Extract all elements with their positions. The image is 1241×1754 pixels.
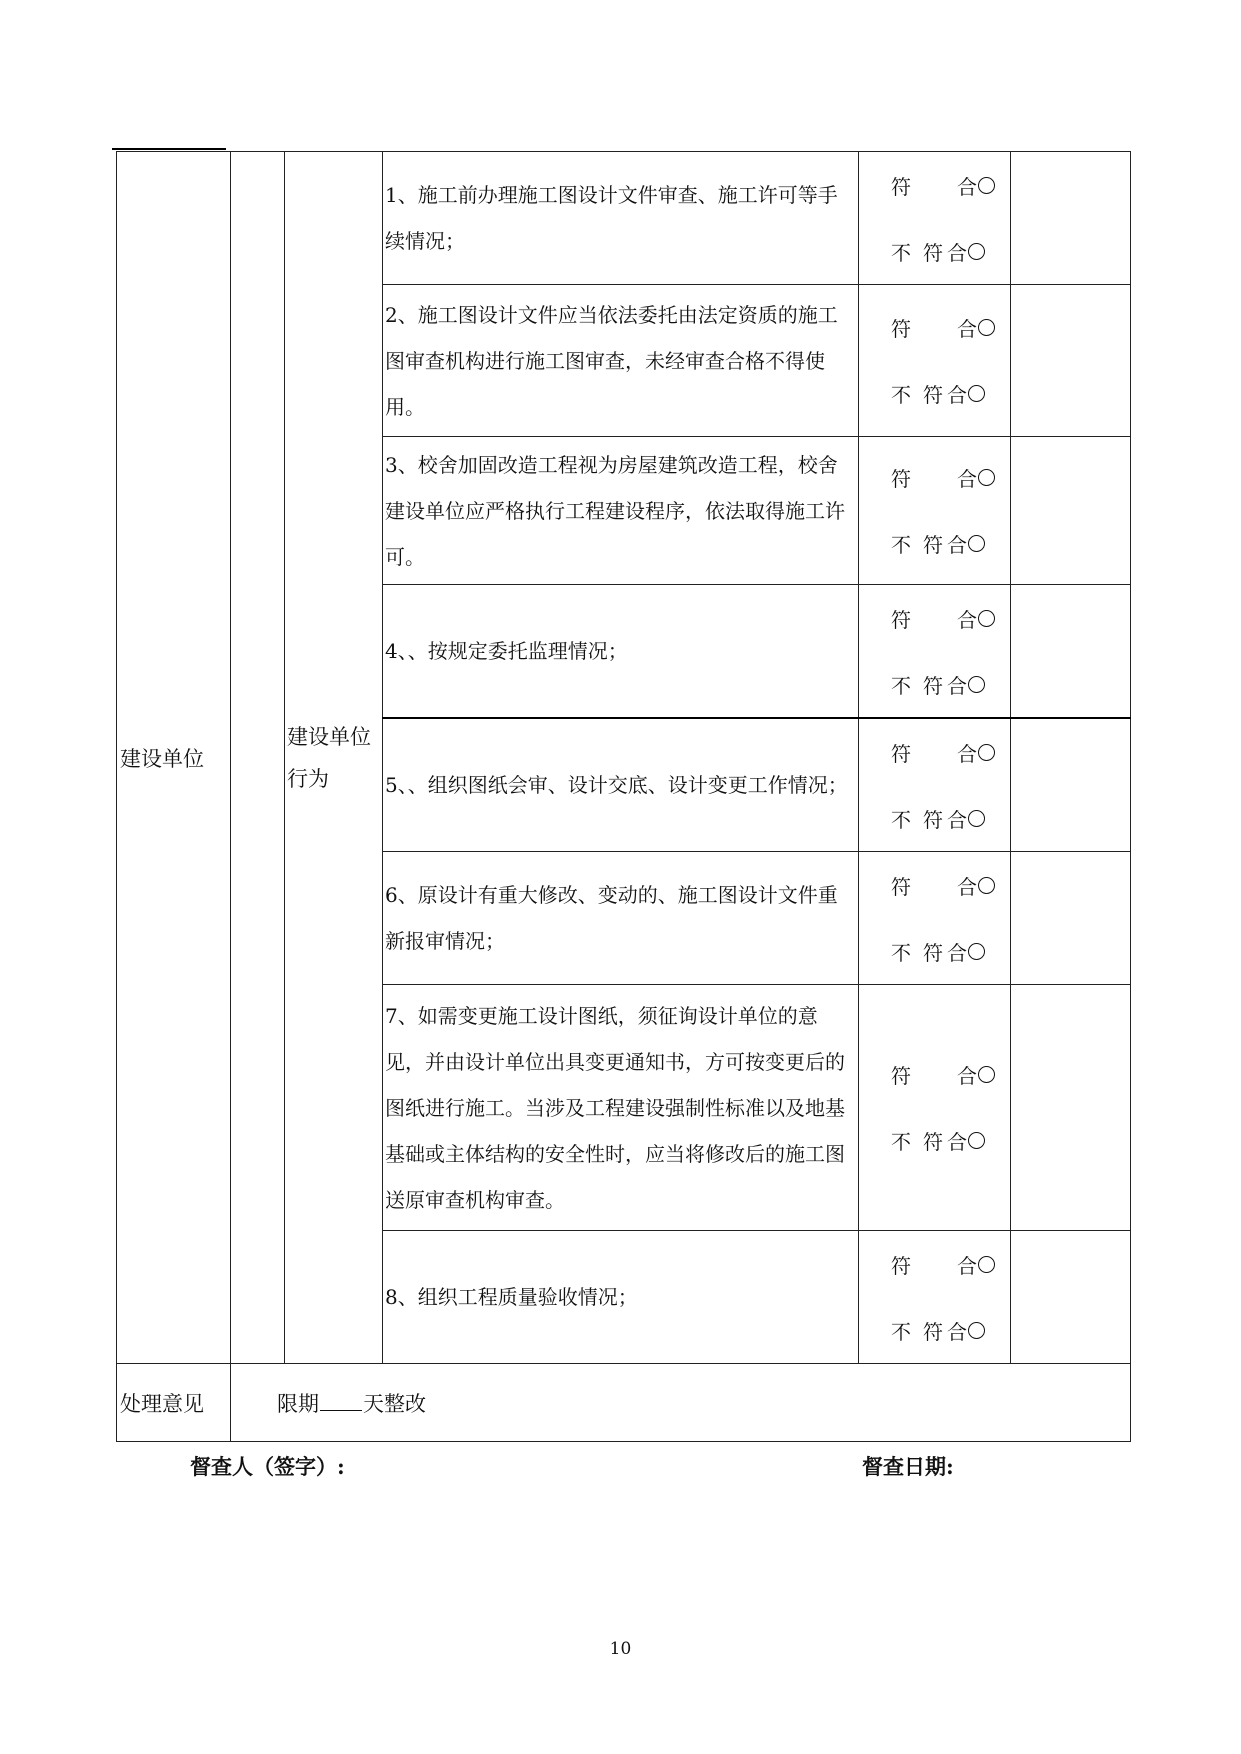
not-conform-radio[interactable] xyxy=(968,535,985,552)
remark-cell xyxy=(1011,285,1131,437)
not-conform-radio[interactable] xyxy=(968,1322,985,1339)
opinion-row xyxy=(117,1364,1131,1442)
result-cell-1: 符 合 不 符 合 xyxy=(859,152,1011,285)
behavior-label: 建设单位行为 xyxy=(287,724,371,791)
not-conform-radio[interactable] xyxy=(968,1132,985,1149)
empty-cell xyxy=(231,152,285,1364)
check-item-6: 6、原设计有重大修改、变动的、施工图设计文件重新报审情况； xyxy=(383,852,859,985)
not-conform-radio[interactable] xyxy=(968,676,985,693)
conform-radio[interactable] xyxy=(978,319,995,336)
result-cell-7: 符 合 不 符 合 xyxy=(859,985,1011,1231)
remark-cell xyxy=(1011,985,1131,1231)
check-item-1: 1、施工前办理施工图设计文件审查、施工许可等手续情况； xyxy=(383,152,859,285)
conform-radio[interactable] xyxy=(978,177,995,194)
result-cell-5: 符 合 不 符 合 xyxy=(859,718,1011,852)
remark-cell xyxy=(1011,1231,1131,1364)
check-item-8: 8、组织工程质量验收情况； xyxy=(383,1231,859,1364)
result-cell-6: 符 合 不 符 合 xyxy=(859,852,1011,985)
top-rule xyxy=(112,148,226,150)
remark-cell xyxy=(1011,585,1131,719)
conform-radio[interactable] xyxy=(978,744,995,761)
not-conform-radio[interactable] xyxy=(968,243,985,260)
conform-radio[interactable] xyxy=(978,610,995,627)
check-item-4: 4、、按规定委托监理情况； xyxy=(383,585,859,719)
opinion-cell xyxy=(117,1364,231,1442)
conform-radio[interactable] xyxy=(978,1256,995,1273)
result-cell-3: 符 合 不 符 合 xyxy=(859,437,1011,585)
inspection-table xyxy=(116,151,1131,1442)
conform-radio[interactable] xyxy=(978,469,995,486)
opinion-label: 处理意见 xyxy=(120,1391,204,1416)
conform-radio[interactable] xyxy=(978,1066,995,1083)
not-conform-radio[interactable] xyxy=(968,385,985,402)
unit-cell xyxy=(117,152,231,1364)
check-item-7: 7、如需变更施工设计图纸，须征询设计单位的意见，并由设计单位出具变更通知书，方可按变更后的图纸进行施工。当涉及工程建设强制性标准以及地基基础或主体结构的安全性时，应当将修改后的施工图送原审查机构审查。 xyxy=(383,985,859,1231)
check-item-2: 2、施工图设计文件应当依法委托由法定资质的施工图审查机构进行施工图审查，未经审查合格不得使用。 xyxy=(383,285,859,437)
behavior-cell xyxy=(285,152,383,1364)
check-item-3: 3、校舍加固改造工程视为房屋建筑改造工程，校舍建设单位应严格执行工程建设程序，依法取得施工许可。 xyxy=(383,437,859,585)
remark-cell xyxy=(1011,718,1131,852)
remark-cell xyxy=(1011,152,1131,285)
result-cell-2: 符 合 不 符 合 xyxy=(859,285,1011,437)
page-number: 10 xyxy=(609,1639,632,1659)
days-blank-field[interactable] xyxy=(320,1392,362,1411)
conform-radio[interactable] xyxy=(978,877,995,894)
not-conform-radio[interactable] xyxy=(968,943,985,960)
unit-label: 建设单位 xyxy=(120,746,204,771)
table-row xyxy=(117,152,1131,285)
remark-cell xyxy=(1011,852,1131,985)
inspection-date-label: 督查日期: xyxy=(862,1454,954,1479)
result-cell-8: 符 合 不 符 合 xyxy=(859,1231,1011,1364)
deadline-cell: 限期 天整改 xyxy=(231,1364,1131,1442)
remark-cell xyxy=(1011,437,1131,585)
check-item-5: 5、、组织图纸会审、设计交底、设计变更工作情况； xyxy=(383,718,859,852)
inspector-signature-label: 督查人（签字）: xyxy=(190,1454,345,1479)
result-cell-4: 符 合 不 符 合 xyxy=(859,585,1011,719)
not-conform-radio[interactable] xyxy=(968,810,985,827)
